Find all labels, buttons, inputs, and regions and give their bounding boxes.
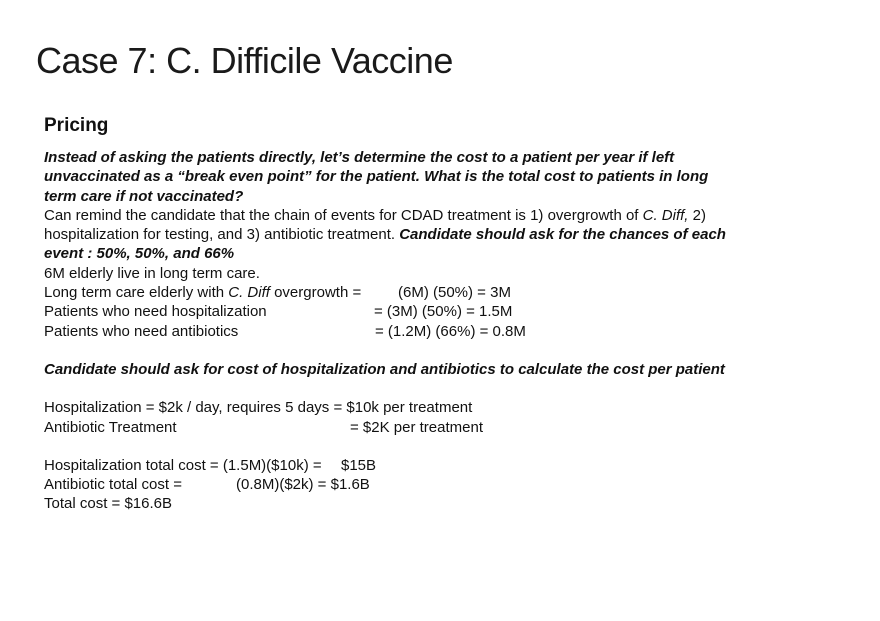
cost-ask: Candidate should ask for cost of hospitalization and antibiotics to calculate the cost per patient [44, 360, 725, 378]
antib-label: Patients who need antibiotics [44, 322, 239, 340]
remind-ask: Candidate should ask for the chances of each event : 50%, 50%, and 66% [44, 226, 726, 263]
hosp-total-value: $15B [341, 456, 377, 474]
antib-cost-label: Antibiotic Treatment [44, 418, 177, 436]
hosp-label: Patients who need hospitalization [44, 303, 267, 321]
overgrowth-line [44, 283, 774, 302]
total-cost-line: Total cost = $16.6B [44, 495, 172, 513]
antib-total-value: (0.8M)($2k) = $1.6B [236, 476, 370, 494]
overgrowth-cdiff: C. Diff [228, 284, 270, 302]
overgrowth-calc: (6M) (50%) = 3M [398, 284, 511, 302]
hosp-total-label: Hospitalization total cost = (1.5M)($10k) = [44, 456, 322, 474]
remind-text-1: Can remind the candidate that the chain of events for CDAD treatment is 1) overgrowth of [44, 206, 643, 224]
remind-cdiff: C. Diff, [642, 206, 689, 224]
antib-line [44, 322, 774, 341]
antib-total-line [44, 475, 774, 494]
antib-total-label: Antibiotic total cost = [44, 476, 182, 494]
slide-content [44, 114, 774, 514]
hosp-calc: = (3M) (50%) = 1.5M [374, 303, 513, 321]
hosp-total-line [44, 456, 774, 475]
overgrowth-label-2: overgrowth = [269, 284, 362, 302]
case-question: Instead of asking the patients directly, let’s determine the cost to a patient per year if left unvaccinated as a “break even point” for the patient. What is the total cost to patients in long term care if not vaccinated? [44, 149, 709, 205]
hosp-line [44, 302, 774, 321]
overgrowth-label-1: Long term care elderly with [44, 284, 229, 302]
hosp-cost-line: Hospitalization = $2k / day, requires 5 days = $10k per treatment [44, 399, 473, 417]
antib-cost-value: = $2K per treatment [350, 418, 483, 436]
slide-title: Case 7: C. Difficile Vaccine [36, 40, 453, 81]
remind-text-2: 2) hospitalization for testing, and 3) antibiotic treatment. [44, 206, 706, 244]
overgrowth-label [44, 284, 361, 301]
elderly-line: 6M elderly live in long term care. [44, 264, 260, 282]
section-heading: Pricing [44, 115, 109, 136]
remind-paragraph [44, 206, 764, 264]
antib-calc: = (1.2M) (66%) = 0.8M [375, 322, 526, 340]
antib-cost-line [44, 418, 774, 437]
